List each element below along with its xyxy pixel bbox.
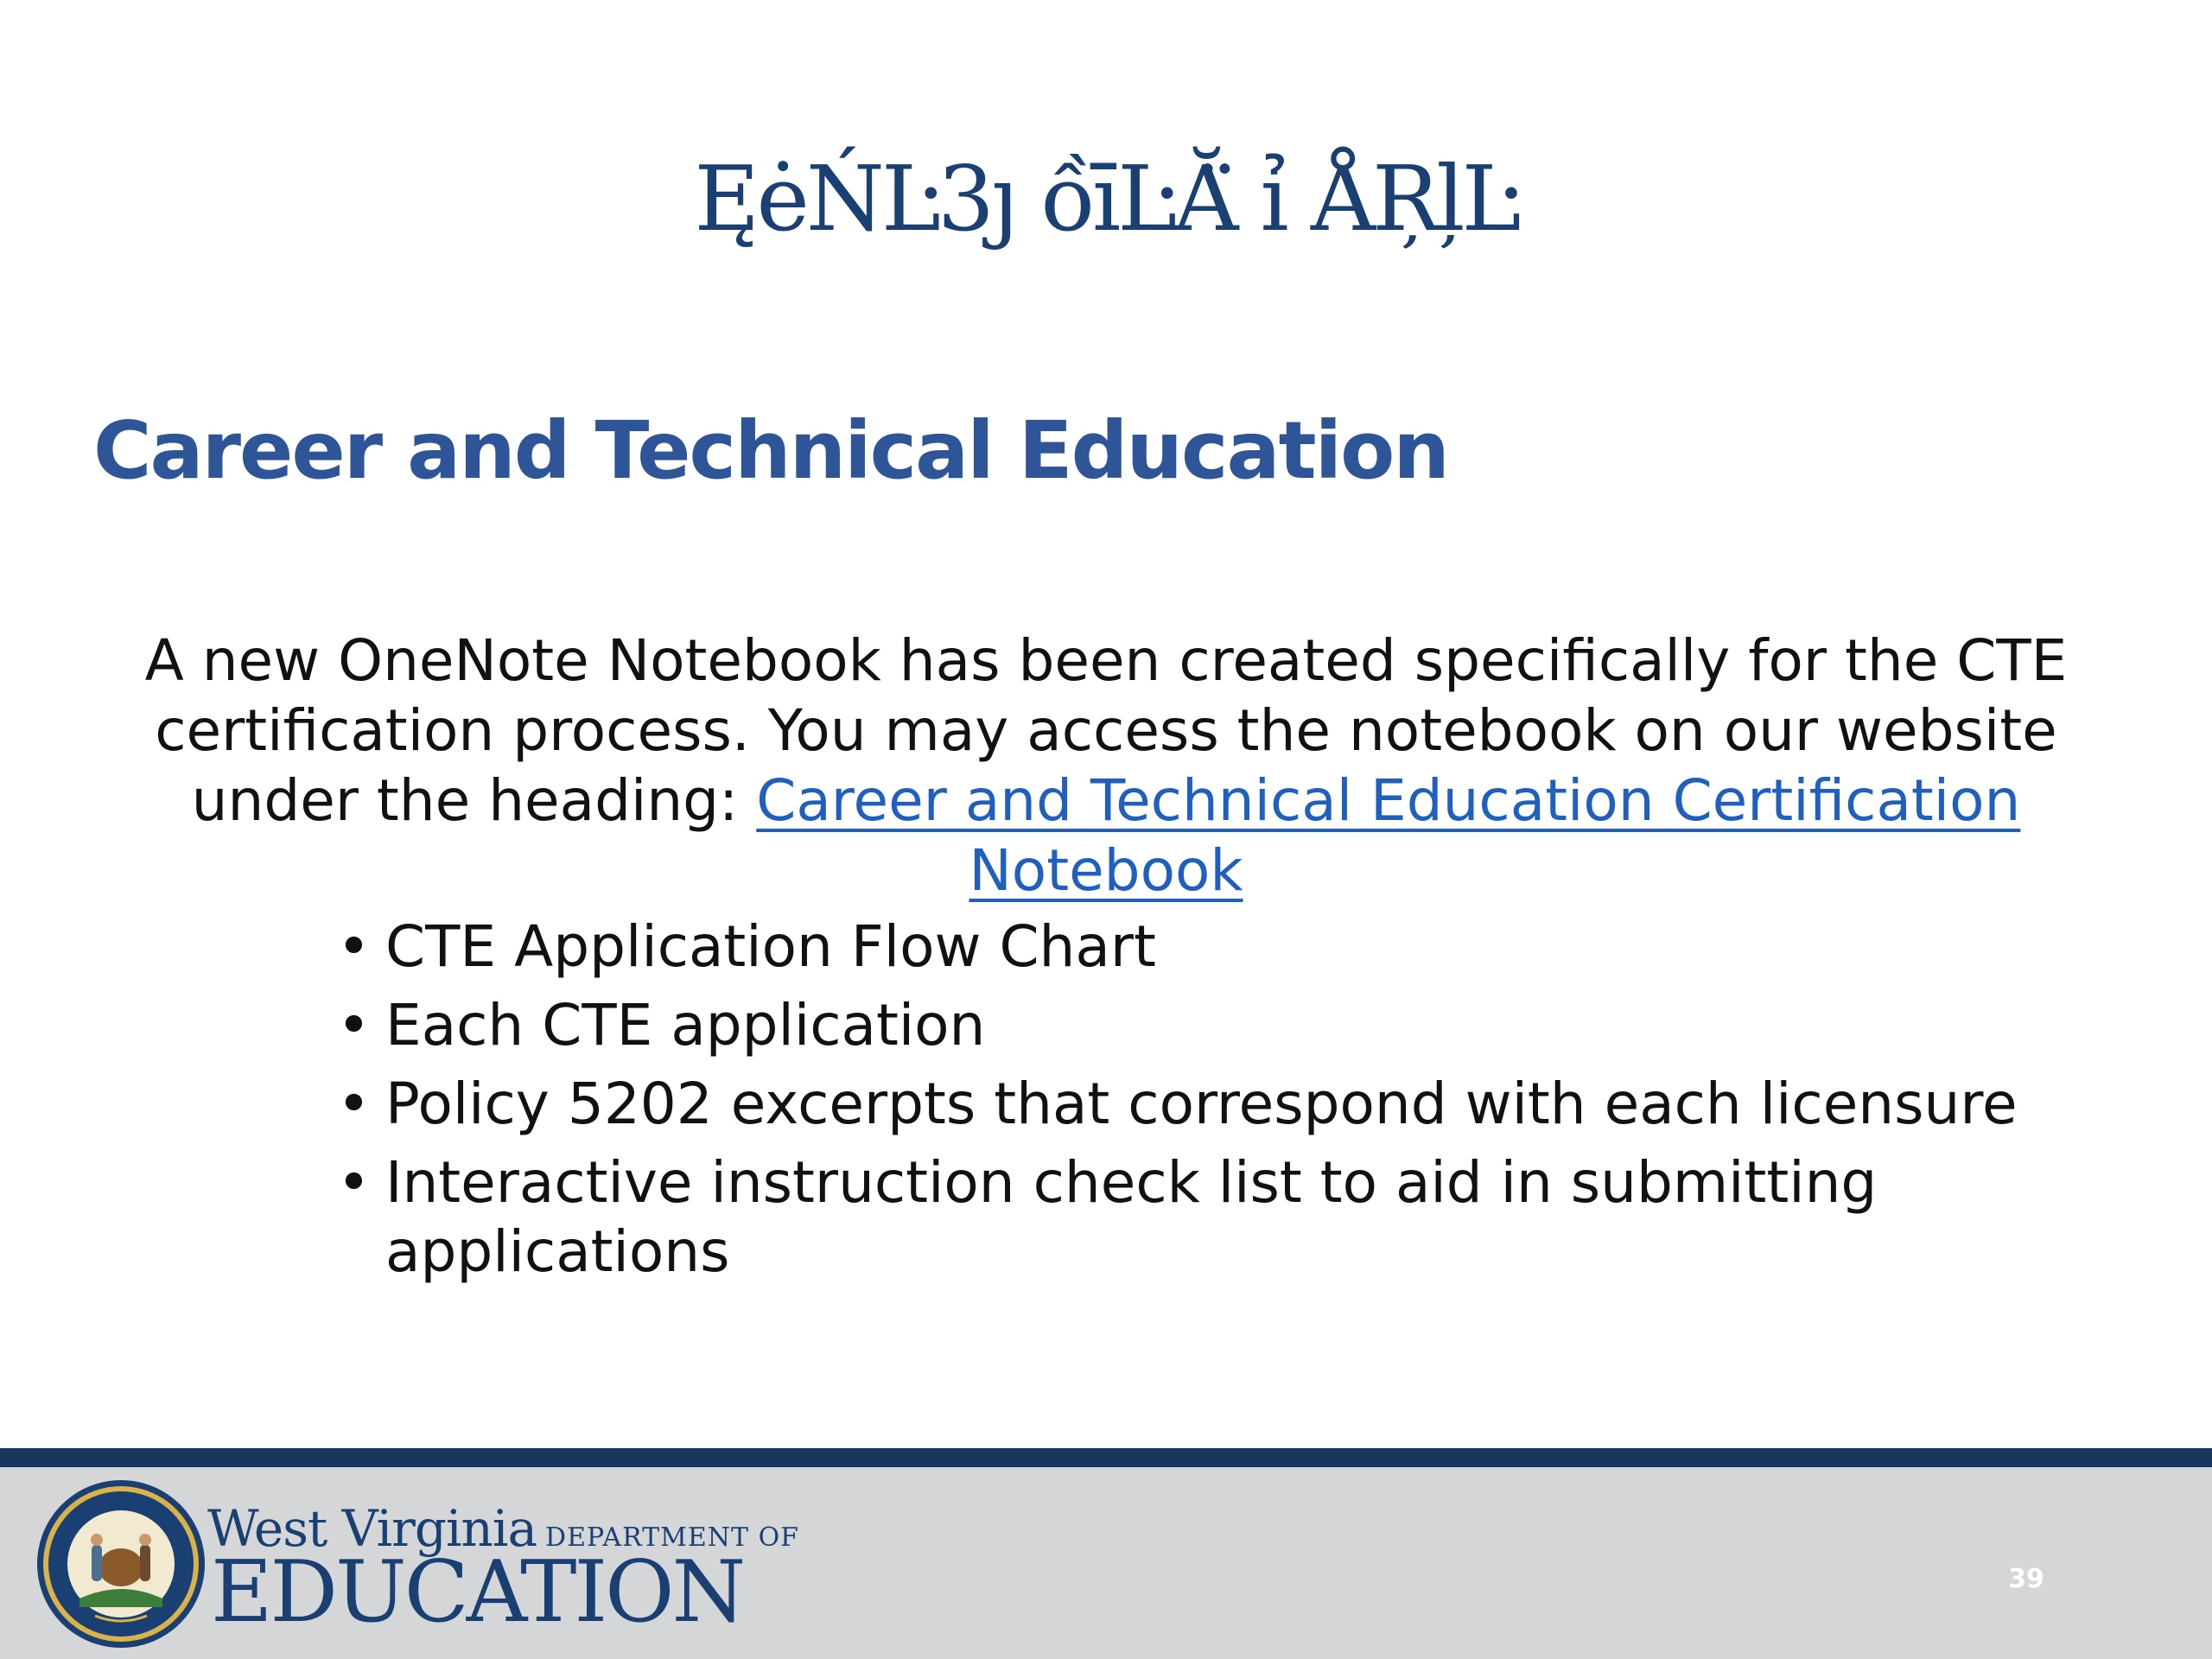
cte-notebook-link[interactable]: Career and Technical Education Certification Notebook	[756, 767, 2021, 904]
bullet-text: Policy 5202 excerpts that correspond with each licensure	[385, 1071, 2018, 1137]
list-item	[337, 1070, 2065, 1139]
state-seal-icon	[35, 1478, 207, 1650]
page-number: 39	[2008, 1564, 2044, 1594]
brand-department-of: DEPARTMENT OF	[545, 1522, 799, 1553]
intro-paragraph	[95, 626, 2117, 906]
slide-title: ĘėŃĿ3ȷ ồīĿĂ̈ ỉ ÅŖļĿ	[694, 146, 1518, 251]
list-item	[337, 912, 2065, 982]
section-heading: Career and Technical Education	[93, 404, 1448, 497]
bullet-dot: •	[337, 992, 371, 1058]
brand-education: EDUCATION	[211, 1543, 744, 1642]
bullet-text: CTE Application Flow Chart	[385, 913, 1156, 980]
bullet-dot: •	[337, 1149, 371, 1216]
bullet-text: Each CTE application	[385, 992, 986, 1058]
bullet-list	[337, 912, 2065, 1296]
intro-text: A new OneNote Notebook has been created specifically for the CTE certification process. You may access the notebook on our website under the heading:	[144, 627, 2068, 834]
footer-divider	[0, 1448, 2212, 1467]
bullet-dot: •	[337, 913, 371, 980]
bullet-text: Interactive instruction check list to aid in submitting applications	[385, 1149, 1878, 1285]
list-item	[337, 1148, 2065, 1287]
bullet-dot: •	[337, 1071, 371, 1137]
brand-state-name: West Virginia	[207, 1499, 537, 1558]
list-item	[337, 991, 2065, 1060]
